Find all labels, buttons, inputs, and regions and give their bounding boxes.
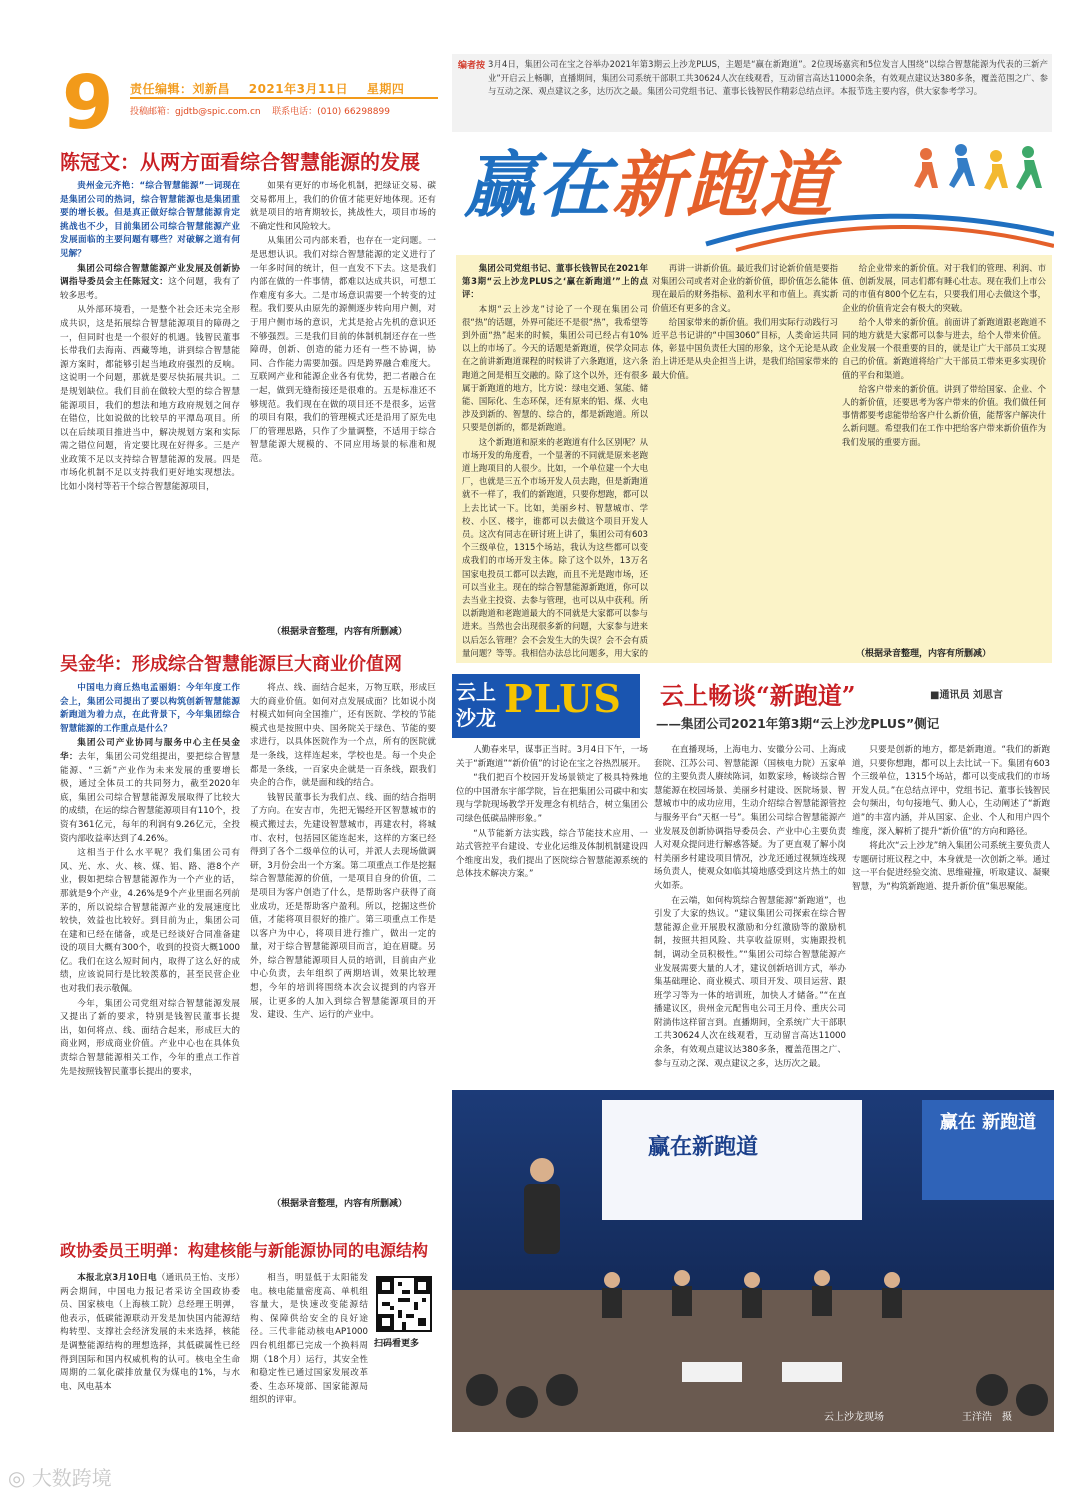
photo-credit: 王洋浩 摄 <box>962 1412 1012 1423</box>
article3-headline: 政协委员王明弹：构建核能与新能源协同的电源结构 <box>60 1241 429 1260</box>
event-photo <box>452 1090 1054 1432</box>
watermark <box>8 1462 112 1491</box>
banner-title-b: 新跑道 <box>612 143 835 227</box>
salon-p1: 人勤春来早，谋事正当时。3月4日下午，一场关于“新跑道”“新价值”的讨论在宝之谷热烈展开。 <box>456 745 648 769</box>
qr-pattern-icon <box>378 1278 430 1330</box>
watermark-text: 大数跨境 <box>31 1466 112 1490</box>
issue-date: 2021年3月11日 <box>248 82 349 96</box>
salon-p7: 将此次“云上沙龙”纳入集团公司系统主要负责人专题研讨班议程之中，本身就是一次创新之举。通过这一平台促进经验交流、思维碰撞，听取建议、凝聚智慧，为“构筑新跑道、提升新价值”集思聚能。 <box>852 841 1050 892</box>
article2-p2: 这相当于什么水平呢？我们集团公司有风、光、水、火、核、煤、铝、路、港8个产业，假如把综合智慧能源作为一个产业的话，那就是9个产业，4.26%是9个产业里面名列前茅的，所以说综合智慧能源产业的发展速度比较快，效益也比较好。到目前为止，集团公司在建和已经在储备，或是已经谈好合同准备建设的项目大概有300个，收到的投资大概1000亿。我们在这么短时间内，取得了这么好的成绩，应该说同行是比较羡慕的，甚至民营企业也对我们表示敬佩。 <box>60 848 240 995</box>
article1-speaker: 集团公司综合智慧能源产业发展及创新协调指导委员会主任陈冠文： <box>60 263 240 288</box>
article1-p2: 从外部环境看，一是整个社会还未完全形成共识，这是拓展综合智慧能源项目的障碍之一，但同时也是一个很好的机遇。钱智民董事长带我们去海南、西藏等地，讲到综合智慧能源方案时，都能够引起当地政府强烈的反响。这说明一个问题，那就是要尽快拓展共识。二是规划缺位。我们目前在做较大型的综合智慧能源项目，我们的想法和地方政府规划之间存在错位，比如说做的比较早的平潭岛项目。所以在后续项目推进当中，解决规划方案和实际需之错位问题，肯定要比现在好得多。三是产业政策不足以支持综合智慧能源的发展。四是市场化机制不足以支持我们更好地实现想法。比如小岗村等若干个综合智慧能源项目， <box>60 305 240 493</box>
masthead-line <box>130 80 404 97</box>
salon-p6: 只要是创新的地方，都是新跑道。“我们的新跑道，只要你想跑，都可以上去比试一下。集团有603个三级单位，1315个场站，都可以变成我们的市场开发人员。”在总结点评中，党组书记、董事长钱智民会句频出，句句接地气、動人心，生动阐述了“新跑道”的丰富内涵，并从国家、企业、个人和用户四个维度，深入解析了提升“新价值”的方向和路径。 <box>852 745 1050 837</box>
photo-screen-side: 赢在 新跑道 <box>939 1112 1037 1133</box>
article1-lead: 贵州金元齐艳：“综合智慧能源”一词现在是集团公司的热词，综合智慧能源也是集团重要的增长极。但是真正做好综合智慧能源肯定挑战也不少，目前集团公司综合智慧能源产业发展面临的主要问题有哪些？对破解之道有何见解？ <box>60 181 240 259</box>
qr-caption: 扫码看更多 <box>374 1339 420 1349</box>
article3-col2 <box>250 1272 368 1434</box>
editor-credit: 责任编辑：刘新昌 <box>130 82 231 96</box>
article2-lead: 中国电力商丘热电孟丽娟：今年年度工作会上，集团公司提出了要以构筑创新智慧能源新跑道为着力点，在此背景下，今年集团综合智慧能源的工作重点是什么？ <box>60 683 240 734</box>
article1-p4: 从集团公司内部来看，也存在一定问题。一是思想认识。我们对综合智慧能源的定义进行了一年多时间的统计，但一直发不下去。这是我们内部在做的一件事情，都难以达成共识，可想工作难度有多大。二是市场意识需要一个转变的过程。我们要从由原先的源侧逐步转向用户侧，对于用户侧市场的意识，尤其是抢占先机的意识还不够强烈。三是我们目前的体制机制还存在一些障碍，创新、创造的能力还有一些不协调，协同、合作能力需要加强。四是跨界融合难度大。互联网产业和能源企业各有优势，把二者融合在一起，做到无缝衔接还是很难的。五是标准还不够规范。我们现在在做的项目还不是很多，运营的项目有限，我们的管理模式还是沿用了原先电厂的管理思路，只作了少量调整，不适用于综合智慧能源大规模的、不同应用场景的标准和规范。 <box>250 236 436 464</box>
summary-c2: 这个新跑道和原来的老跑道有什么区别呢？从市场开发的角度看，一个显著的不同就是原来老跑道上跑项目的人很少。比如，一个单位建一个大电厂，也就是三五个市场开发人员去跑，但是新跑道就不一样了，我们的新跑道，只要你想跑，都可以上去比试一下。比如，美丽乡村、智慧城市、学校、小区、楼宇，谁都可以去做这个项目开发人员。这次有同志在研讨班上讲了，集团公司有603个三级单位，1315个场站，我认为这些都可以变成我们的市场开发主体。除了这个以外，13万名国家电投员工都可以去跑，而且不光是跑市场，还可以当业主。现在的综合智慧能源新跑道，你可以去当业主投资、去参与管理，也可以从中获利。所以新跑道和老跑道最大的不同就是大家都可以参与进来。当然也会出现很多新的问题，大家参与进来以后怎么管理？会不会发生大的失误？会不会有质量问题？等等。我相信办法总比问题多，用大家的 <box>462 436 648 658</box>
article2-p1: 去年，集团公司党组提出，要把综合智慧能源、“三新”产业作为未来发展的重要增长极，通过全体员工的共同努力，截至2020年底，集团公司综合智慧能源发展取得了比较大的成绩，在运的综合智慧能源项目有110个，投资有361亿元，每年的利润有9.26亿元，全投资内部收益率达到了4.26%。 <box>60 751 240 844</box>
article3-col1 <box>60 1272 240 1434</box>
salon-p5: 在云端，如何构筑综合智慧能源“新跑道”，也引发了大家的热议。“建议集团公司探索在综合智慧能源企业开展股权激励和分红激励等的激励机制，按照共担风险、共享收益原则，实施跟投机制，调动全员积极性。”“集团公司综合智慧能源产业发展需要大量的人才，建议创新培训方式，举办集基础理论、商业模式、项目开发、项目运营、跟班学习等为一体的培训班，加快人才储备。”“在直播建议区，贵州金元配售电公司王月伶、重庆公司附淌伟这样留言到。直播期间，全系统广大干部职工共30624人次在线观看，互动留言高达11000余条，有效观点建议达380多条，覆盖范围之广、参与互动之深、观点建议之多，达历次之最。 <box>654 895 846 1069</box>
salon-p4: 在直播现场，上海电力、安徽分公司、上海成套院、江苏公司、智慧能源（国核电力院）五家单位的主要负责人赓续陈词，如数家珍，畅谈综合智慧能源在校园场景、美丽乡村建设、医院场景、智慧城市中的成功应用，生动介绍综合智慧能源管控与服务平台“天枢一号”。集团公司综合智慧能源产业发展及创新协调指导委员会、产业中心主要负责人对观众提问进行解惑答疑。为了更直观了解小岗村美丽乡村建设项目情况，沙龙还通过视频连线现场负责人，使观众如临其境地感受到这片热土的如火如荼。 <box>654 745 846 891</box>
salon-reporter: ■通讯员 刘思言 <box>930 690 1003 701</box>
editor-note-text: 3月4日，集团公司在宝之谷举办2021年第3期云上沙龙PLUS，主题是“赢在新跑道”。2位现场嘉宾和5位发言人围绕“以综合智慧能源为代表的三新产业”开启云上畅聊，直播期间，集团公司系统干部职工共30624人次在线观看，互动留言高达11000余条，有效观点建议达380多条，覆盖范围之广、参与互动之深、观点建议之多，达历次之最。集团公司党组书记、董事长钱智民作精彩总结点评。本报节选主要内容，供大家参考学习。 <box>488 59 1048 96</box>
salon-p2: “我们把百个校园开发场景锁定了极具特殊地位的中国滑东宇部学院，旨在把集团公司碳中和实现与学院现场教学开发理念有机结合，树立集团公司绿色低碳品牌形象。” <box>456 773 648 824</box>
article2-col1 <box>60 682 240 1227</box>
banner-title-a: 赢在 <box>464 143 613 227</box>
summary-c5: 给企业带来的新价值。对于我们的管理、利润、市值、创新发展，同志们都有睡心壮志。现在我们上市公司的市值有800个亿左右，只要我们用心去做这个事，企业的价值肯定会有极大的突破。 <box>842 263 1046 313</box>
photo-caption: 云上沙龙现场 <box>824 1412 884 1423</box>
banner-title <box>464 140 834 230</box>
article1-p3: 如果有更好的市场化机制，把绿证交易、碳交易都用上，我们的价值才能更好地体现。还有就是项目的培育期较长，挑战性大，项目市场的不确定性和风险较大。 <box>250 181 436 232</box>
article3-p2: 相当，明显低于太阳能发电。核电能量密度高、单机组容量大，是快速改变能源结构、保障供给安全的良好途径。三代非能动核电AP1000四台机组都已完成一个换料周期（18个月）运行，其安全性和稳定性已通过国家发展改革委、生态环境部、国家能源局组织的评审。 <box>250 1273 368 1406</box>
summary-note: （根据录音整理，内容有所删减） <box>856 649 992 659</box>
salon-subtitle: ——集团公司2021年第3期“云上沙龙PLUS”侧记 <box>656 716 940 731</box>
article3-dateline: 本报北京3月10日电 <box>77 1273 157 1283</box>
article1-note: （根据录音整理，内容有所删减） <box>272 627 408 637</box>
article1-col2 <box>250 180 436 620</box>
summary-c4: 给国家带来的新价值。我们用实际行动践行习近平总书记讲的“中国3060”目标，人类命运共同体，彰显中国负责任大国的形象，这个无论是从政治上讲还是从央企担当上讲，是我们给国家带来的最大价值。 <box>652 316 838 380</box>
contact-line <box>130 104 390 117</box>
photo-screen-title: 赢在新跑道 <box>648 1135 759 1160</box>
article2-speaker: 集团公司产业协同与服务中心主任吴金华： <box>60 738 240 762</box>
editor-note-label: 编者按 <box>458 61 486 71</box>
article2-col2 <box>250 682 436 1194</box>
summary-col3 <box>842 262 1046 642</box>
article1-p1: 这个问题，我有了较多思考。 <box>60 277 240 301</box>
article2-p4: 将点、线、面结合起来，万物互联，形成巨大的商业价值。如何对点发展成面？比如说小岗村模式如何向全国推广，还有医院、学校的节能模式也是按照中央、国务院关于绿色、节能的要求进行，以具体医院作为一个点，所有的医院就是一条线，这样连起来，学校也是。每一个央企都是一条线，一百家央企就是一百条线，跟我们央企的合作，就是面和线的结合。 <box>250 683 436 789</box>
article2-p5: 钱智民董事长为我们点、线、面的结合指明了方向。在安吉市，先把无锡经开区智慧城市的模式搬过去，先建设智慧城市，再建农村，将城市、农村，包括园区能连起来，这样的方案已经得到了各个二级单位的认可，并派人去现场做调研，3月份会出一个方案。第二项重点工作是挖掘综合智慧能源的价值，一是项目自身的价值，二是项目为客户创造了什么，是帮助客户获得了商业成功，还是帮助客户盈利。所以，挖掘这些价值，才能将项目很好的推广。第三项重点工作是以客户为中心，将项目进行推广，做出一定的量，对于综合智慧能源项目而言，迫在眉睫。另外，综合智慧能源项目人员的培训，目前由产业中心负责，去年组织了两期培训，效果比较理想，今年的培训将围绕本次会议提到的内容开展，让更多的人加入到综合智慧能源项目的开发、建设、生产、运行的产业中。 <box>250 792 436 1021</box>
summary-c7: 给客户带来的新价值。讲到了带给国家、企业、个人的新价值，还要思考为客户带来的价值。我们做任何事情都要考虑能带给客户什么新价值，能帮客户解决什么新问题。希望我们在工作中把给客户带来新价值作为我们发展的重要方面。 <box>842 383 1046 447</box>
article2-p3: 今年，集团公司党组对综合智慧能源发展又提出了新的要求，特别是钱智民董事长提出，如何将点、线、面结合起来，形成巨大的商业网，形成商业价值。产业中心也在具体负责综合智慧能源相关工作，今年的重点工作首先是按照钱智民董事长提出的要求， <box>60 998 240 1077</box>
contact-phone: 联系电话：(010) 66298899 <box>272 107 390 117</box>
masthead-rule <box>130 97 438 99</box>
salon-col2 <box>654 744 846 1084</box>
salon-logo-text-a: 云上 <box>456 680 496 704</box>
summary-c3: 再讲一讲新价值。最近我们讨论新价值是要指对集团公司或者对企业的新价值，即价值怎么能体现在最后的财务指标、盈利水平和市值上。真实新价值还有更多的含义。 <box>652 263 838 313</box>
summary-col1 <box>462 262 648 660</box>
summary-lead: 集团公司党组书记、董事长钱智民在2021年第3期“云上沙龙PLUS之‘赢在新跑道’”上的点评： <box>462 263 648 300</box>
summary-c6: 给个人带来的新价值。前面讲了新跑道跟老跑道不同的地方就是大家都可以参与进去，给个人带来价值。企业发展一个很重要的目的，就是让广大干部员工实现自己的价值。新跑道将给广大干部员工带来更多实现价值的平台和渠道。 <box>842 316 1046 380</box>
article1-col1 <box>60 180 240 640</box>
page-number: 9 <box>62 60 114 146</box>
watermark-logo-icon: ◎ <box>8 1466 32 1490</box>
salon-col3 <box>852 744 1050 1084</box>
qr-code[interactable] <box>376 1276 432 1332</box>
salon-logo-text-b: 沙龙 <box>456 706 496 730</box>
salon-title: 云上畅谈“新跑道” <box>660 681 856 710</box>
salon-p3: “从节能新方法实践，综合节能技术应用、一站式管控平台建设、专业化运维及体制机制建设四个维度出发，我们提出了医院综合智慧能源系统的总体技术解决方案。” <box>456 828 648 880</box>
article1-headline: 陈冠文：从两方面看综合智慧能源的发展 <box>60 150 420 174</box>
contact-email: 投稿邮箱：gjdtb@spic.com.cn <box>130 107 261 117</box>
salon-logo-plus: PLUS <box>504 676 622 721</box>
article2-note: （根据录音整理，内容有所删减） <box>272 1199 408 1209</box>
summary-col2 <box>652 262 838 660</box>
salon-col1 <box>456 744 648 1084</box>
issue-weekday: 星期四 <box>366 82 405 96</box>
article2-headline: 吴金华：形成综合智慧能源巨大商业价值网 <box>60 654 402 675</box>
summary-c1: 本期“云上沙龙”讨论了一个现在集团公司很“热”的话题，外界可能还不是很“热”，我希望等到外面“热”起来的时候，集团公司已经占有10%以上的市场了。今天的话题是新跑道，侯学众同志在之前讲新跑道课程的时候讲了六条跑道，这六条跑道之间是相互交融的。除了这个以外，还有很多属于新跑道的地方，比方说：绿电交通、氢能、储能、国际化、生态环保，还有原来的铝、煤、火电涉及到新的、智慧的、综合的，都是新跑道。所以只要是创新的，都是新跑道。 <box>462 303 648 433</box>
article3-p1: （通讯员王怡、支彤）两会期间，中国电力报记者采访全国政协委员、国家核电（上海核工院）总经理王明弹，他表示，低碳能源联动开发是加快国内能源结构转型、支撑社会经济发展的未来选择，核能是调整能源结构的理想选择，其低碳属性已经得到国际和国内权威机构的认可。核电全生命周期的二氧化碳排放量仅为煤电的1%，与水电、风电基本 <box>60 1273 240 1392</box>
